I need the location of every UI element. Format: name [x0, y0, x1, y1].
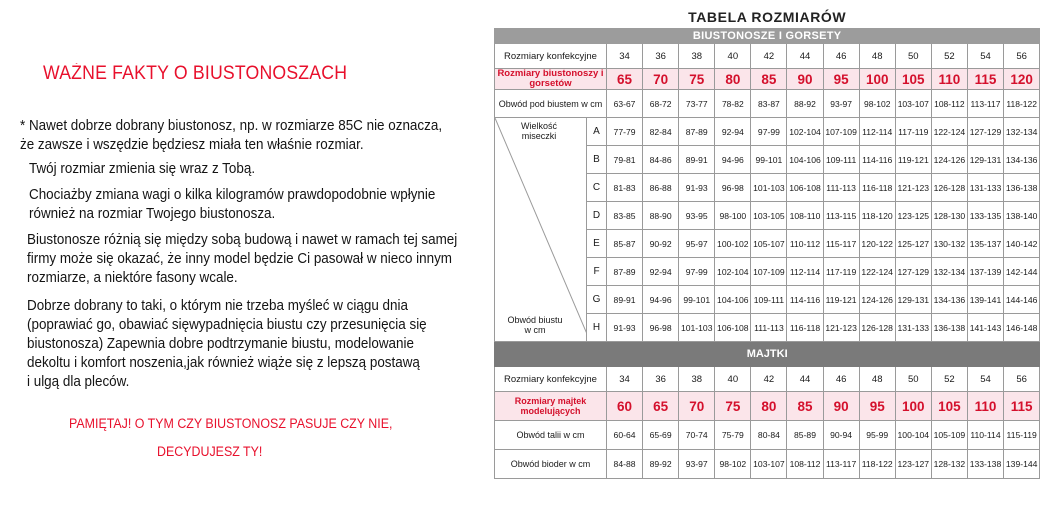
range-cell: 101-103	[751, 174, 787, 202]
range-cell: 113-117	[823, 450, 859, 479]
size-cell: 75	[715, 392, 751, 421]
fact-line: biustonosza) Zapewnia dobre podtrzymanie biustu, modelowanie	[27, 336, 414, 352]
range-cell: 95-97	[679, 230, 715, 258]
range-cell: 86-88	[643, 174, 679, 202]
range-cell: 84-86	[643, 146, 679, 174]
range-cell: 81-83	[607, 174, 643, 202]
range-cell: 113-115	[823, 202, 859, 230]
range-cell: 127-129	[895, 258, 931, 286]
row-label: Obwód bioder w cm	[495, 450, 607, 479]
range-cell: 139-144	[1004, 450, 1040, 479]
range-cell: 121-123	[895, 174, 931, 202]
size-cell: 34	[607, 44, 643, 69]
range-cell: 97-99	[679, 258, 715, 286]
range-cell: 137-139	[967, 258, 1003, 286]
range-cell: 85-89	[787, 421, 823, 450]
facts-panel	[0, 0, 488, 518]
range-cell: 126-128	[859, 314, 895, 342]
range-cell: 99-101	[751, 146, 787, 174]
row-label: Rozmiary majtek modelujących	[495, 392, 607, 421]
size-cell: 100	[859, 69, 895, 90]
range-cell: 103-105	[751, 202, 787, 230]
range-cell: 108-110	[787, 202, 823, 230]
size-cell: 85	[787, 392, 823, 421]
fact-paragraph-5	[27, 297, 427, 392]
range-cell: 128-132	[931, 450, 967, 479]
range-cell: 78-82	[715, 90, 751, 118]
range-cell: 93-97	[823, 90, 859, 118]
range-cell: 100-104	[895, 421, 931, 450]
range-cell: 131-133	[967, 174, 1003, 202]
fact-line: dekoltu i komfort noszenia,jak również wiąże się z lepszą postawą	[27, 355, 420, 371]
row-label: Obwód pod biustem w cm	[495, 90, 607, 118]
range-cell: 124-126	[931, 146, 967, 174]
range-cell: 133-135	[967, 202, 1003, 230]
range-cell: 88-92	[787, 90, 823, 118]
section-header: MAJTKI	[495, 342, 1040, 367]
size-cell: 38	[679, 367, 715, 392]
range-cell: 115-119	[1004, 421, 1040, 450]
size-cell: 38	[679, 44, 715, 69]
briefs-section-row	[495, 342, 1040, 367]
range-cell: 106-108	[787, 174, 823, 202]
range-cell: 121-123	[823, 314, 859, 342]
range-cell: 115-117	[823, 230, 859, 258]
range-cell: 83-87	[751, 90, 787, 118]
bra-size-row	[495, 69, 1040, 90]
range-cell: 128-130	[931, 202, 967, 230]
size-chart	[494, 6, 1038, 479]
range-cell: 92-94	[715, 118, 751, 146]
size-table	[494, 6, 1040, 479]
fact-paragraph-4	[27, 231, 457, 288]
size-cell: 48	[859, 367, 895, 392]
range-cell: 123-127	[895, 450, 931, 479]
fact-line: firmy może się okazać, że inny model będzie Ci pasował w nieco innym	[27, 251, 453, 267]
fact-paragraph-1	[20, 117, 442, 155]
range-cell: 114-116	[859, 146, 895, 174]
range-cell: 83-85	[607, 202, 643, 230]
size-cell: 42	[751, 367, 787, 392]
size-cell: 110	[931, 69, 967, 90]
fact-line: Biustonosze różnią się między sobą budową i nawet w ramach tej samej	[27, 232, 458, 248]
range-cell: 122-124	[859, 258, 895, 286]
range-cell: 98-102	[715, 450, 751, 479]
range-cell: 119-121	[823, 286, 859, 314]
fact-line: * Nawet dobrze dobrany biustonosz, np. w rozmiarze 85C nie oznacza,	[20, 118, 443, 134]
range-cell: 75-79	[715, 421, 751, 450]
range-cell: 91-93	[679, 174, 715, 202]
range-cell: 141-143	[967, 314, 1003, 342]
cup-size-label: Wielkość miseczki	[520, 121, 557, 141]
size-cell: 110	[967, 392, 1003, 421]
range-cell: 94-96	[643, 286, 679, 314]
range-cell: 68-72	[643, 90, 679, 118]
size-cell: 50	[895, 367, 931, 392]
range-cell: 133-138	[967, 450, 1003, 479]
range-cell: 93-95	[679, 202, 715, 230]
conf-size-row	[495, 44, 1040, 69]
cup-letter: H	[587, 314, 607, 342]
range-cell: 109-111	[751, 286, 787, 314]
size-cell: 115	[1004, 392, 1040, 421]
range-cell: 63-67	[607, 90, 643, 118]
range-cell: 65-69	[643, 421, 679, 450]
range-cell: 92-94	[643, 258, 679, 286]
range-cell: 73-77	[679, 90, 715, 118]
size-cell: 42	[751, 44, 787, 69]
range-cell: 111-113	[823, 174, 859, 202]
size-cell: 60	[607, 392, 643, 421]
size-cell: 46	[823, 367, 859, 392]
size-cell: 46	[823, 44, 859, 69]
size-cell: 85	[751, 69, 787, 90]
range-cell: 142-144	[1004, 258, 1040, 286]
range-cell: 116-118	[787, 314, 823, 342]
range-cell: 139-141	[967, 286, 1003, 314]
range-cell: 105-109	[931, 421, 967, 450]
range-cell: 98-100	[715, 202, 751, 230]
range-cell: 126-128	[931, 174, 967, 202]
row-label: Obwód talii w cm	[495, 421, 607, 450]
briefs-size-row	[495, 392, 1040, 421]
chart-title: TABELA ROZMIARÓW	[688, 9, 847, 25]
bra-section-row	[495, 29, 1040, 44]
range-cell: 104-106	[787, 146, 823, 174]
size-cell: 56	[1004, 44, 1040, 69]
range-cell: 77-79	[607, 118, 643, 146]
fact-line: Twój rozmiar zmienia się wraz z Tobą.	[29, 161, 256, 177]
range-cell: 131-133	[895, 314, 931, 342]
range-cell: 91-93	[607, 314, 643, 342]
range-cell: 132-134	[931, 258, 967, 286]
bust-label: Obwód biustu w cm	[507, 315, 563, 335]
range-cell: 102-104	[715, 258, 751, 286]
range-cell: 125-127	[895, 230, 931, 258]
range-cell: 129-131	[895, 286, 931, 314]
range-cell: 94-96	[715, 146, 751, 174]
range-cell: 129-131	[967, 146, 1003, 174]
hips-row	[495, 450, 1040, 479]
range-cell: 82-84	[643, 118, 679, 146]
range-cell: 140-142	[1004, 230, 1040, 258]
size-cell: 80	[751, 392, 787, 421]
range-cell: 135-137	[967, 230, 1003, 258]
range-cell: 84-88	[607, 450, 643, 479]
range-cell: 112-114	[787, 258, 823, 286]
size-cell: 105	[931, 392, 967, 421]
cup-row	[495, 118, 1040, 146]
range-cell: 95-99	[859, 421, 895, 450]
range-cell: 85-87	[607, 230, 643, 258]
cup-letter: B	[587, 146, 607, 174]
row-label: Rozmiary konfekcyjne	[495, 367, 607, 392]
cup-letter: A	[587, 118, 607, 146]
facts-heading: WAŻNE FAKTY O BIUSTONOSZACH	[43, 63, 348, 84]
range-cell: 90-94	[823, 421, 859, 450]
size-cell: 36	[643, 44, 679, 69]
reminder-line-1: PAMIĘTAJ! O TYM CZY BIUSTONOSZ PASUJE CZY NIE,	[69, 416, 393, 431]
cup-letter: G	[587, 286, 607, 314]
range-cell: 106-108	[715, 314, 751, 342]
range-cell: 136-138	[1004, 174, 1040, 202]
range-cell: 144-146	[1004, 286, 1040, 314]
size-cell: 90	[823, 392, 859, 421]
range-cell: 120-122	[859, 230, 895, 258]
size-cell: 65	[643, 392, 679, 421]
range-cell: 122-124	[931, 118, 967, 146]
range-cell: 146-148	[1004, 314, 1040, 342]
range-cell: 117-119	[823, 258, 859, 286]
row-label: Rozmiary biustonoszy i gorsetów	[495, 69, 607, 90]
range-cell: 103-107	[895, 90, 931, 118]
size-cell: 65	[607, 69, 643, 90]
range-cell: 113-117	[967, 90, 1003, 118]
range-cell: 101-103	[679, 314, 715, 342]
row-label: Rozmiary konfekcyjne	[495, 44, 607, 69]
range-cell: 110-114	[967, 421, 1003, 450]
range-cell: 110-112	[787, 230, 823, 258]
range-cell: 118-122	[1004, 90, 1040, 118]
size-cell: 75	[679, 69, 715, 90]
fact-line: że zawsze i wszędzie będziesz miała ten właśnie rozmiar.	[20, 137, 364, 153]
fact-line: również na rozmiar Twojego biustonosza.	[29, 206, 276, 222]
range-cell: 111-113	[751, 314, 787, 342]
range-cell: 138-140	[1004, 202, 1040, 230]
size-cell: 115	[967, 69, 1003, 90]
range-cell: 89-91	[607, 286, 643, 314]
range-cell: 107-109	[823, 118, 859, 146]
size-cell: 40	[715, 44, 751, 69]
range-cell: 118-122	[859, 450, 895, 479]
briefs-conf-row	[495, 367, 1040, 392]
range-cell: 134-136	[1004, 146, 1040, 174]
section-header: BIUSTONOSZE I GORSETY	[495, 29, 1040, 44]
cup-letter: E	[587, 230, 607, 258]
range-cell: 100-102	[715, 230, 751, 258]
size-cell: 44	[787, 367, 823, 392]
range-cell: 108-112	[931, 90, 967, 118]
waist-row	[495, 421, 1040, 450]
range-cell: 107-109	[751, 258, 787, 286]
size-cell: 52	[931, 44, 967, 69]
range-cell: 80-84	[751, 421, 787, 450]
reminder-line-2: DECYDUJESZ TY!	[157, 444, 263, 459]
size-cell: 70	[643, 69, 679, 90]
cup-letter: F	[587, 258, 607, 286]
size-cell: 100	[895, 392, 931, 421]
fact-line: rozmiarze, a niektóre fasony wcale.	[27, 270, 238, 286]
range-cell: 88-90	[643, 202, 679, 230]
fact-line: Dobrze dobrany to taki, o którym nie trzeba myśleć w ciągu dnia	[27, 298, 408, 314]
fact-paragraph-2	[29, 160, 255, 179]
size-cell: 50	[895, 44, 931, 69]
range-cell: 123-125	[895, 202, 931, 230]
underbust-row	[495, 90, 1040, 118]
size-cell: 40	[715, 367, 751, 392]
range-cell: 79-81	[607, 146, 643, 174]
cup-bust-label-cell	[495, 118, 587, 342]
cup-letter: D	[587, 202, 607, 230]
cup-letter: C	[587, 174, 607, 202]
size-cell: 54	[967, 44, 1003, 69]
range-cell: 109-111	[823, 146, 859, 174]
range-cell: 130-132	[931, 230, 967, 258]
range-cell: 134-136	[931, 286, 967, 314]
range-cell: 96-98	[643, 314, 679, 342]
size-cell: 44	[787, 44, 823, 69]
range-cell: 90-92	[643, 230, 679, 258]
range-cell: 132-134	[1004, 118, 1040, 146]
range-cell: 124-126	[859, 286, 895, 314]
size-cell: 34	[607, 367, 643, 392]
size-cell: 70	[679, 392, 715, 421]
size-cell: 95	[859, 392, 895, 421]
range-cell: 117-119	[895, 118, 931, 146]
range-cell: 93-97	[679, 450, 715, 479]
fact-line: i ulgą dla pleców.	[27, 374, 130, 390]
range-cell: 103-107	[751, 450, 787, 479]
size-cell: 105	[895, 69, 931, 90]
range-cell: 98-102	[859, 90, 895, 118]
size-cell: 54	[967, 367, 1003, 392]
chart-title-row	[495, 6, 1040, 29]
size-cell: 48	[859, 44, 895, 69]
range-cell: 114-116	[787, 286, 823, 314]
fact-paragraph-3	[29, 186, 435, 224]
range-cell: 108-112	[787, 450, 823, 479]
range-cell: 112-114	[859, 118, 895, 146]
range-cell: 116-118	[859, 174, 895, 202]
size-cell: 90	[787, 69, 823, 90]
range-cell: 104-106	[715, 286, 751, 314]
range-cell: 136-138	[931, 314, 967, 342]
range-cell: 70-74	[679, 421, 715, 450]
range-cell: 87-89	[679, 118, 715, 146]
size-cell: 56	[1004, 367, 1040, 392]
range-cell: 102-104	[787, 118, 823, 146]
size-cell: 80	[715, 69, 751, 90]
range-cell: 119-121	[895, 146, 931, 174]
range-cell: 87-89	[607, 258, 643, 286]
range-cell: 60-64	[607, 421, 643, 450]
range-cell: 118-120	[859, 202, 895, 230]
size-cell: 95	[823, 69, 859, 90]
range-cell: 99-101	[679, 286, 715, 314]
fact-line: (poprawiać go, obawiać sięwypadnięcia biustu czy przesunięcia się	[27, 317, 427, 333]
range-cell: 89-92	[643, 450, 679, 479]
range-cell: 105-107	[751, 230, 787, 258]
size-cell: 52	[931, 367, 967, 392]
range-cell: 97-99	[751, 118, 787, 146]
range-cell: 127-129	[967, 118, 1003, 146]
range-cell: 89-91	[679, 146, 715, 174]
size-cell: 120	[1004, 69, 1040, 90]
size-cell: 36	[643, 367, 679, 392]
range-cell: 96-98	[715, 174, 751, 202]
fact-line: Chociażby zmiana wagi o kilka kilogramów prawdopodobnie wpłynie	[29, 187, 436, 203]
diagonal-divider	[495, 118, 587, 334]
